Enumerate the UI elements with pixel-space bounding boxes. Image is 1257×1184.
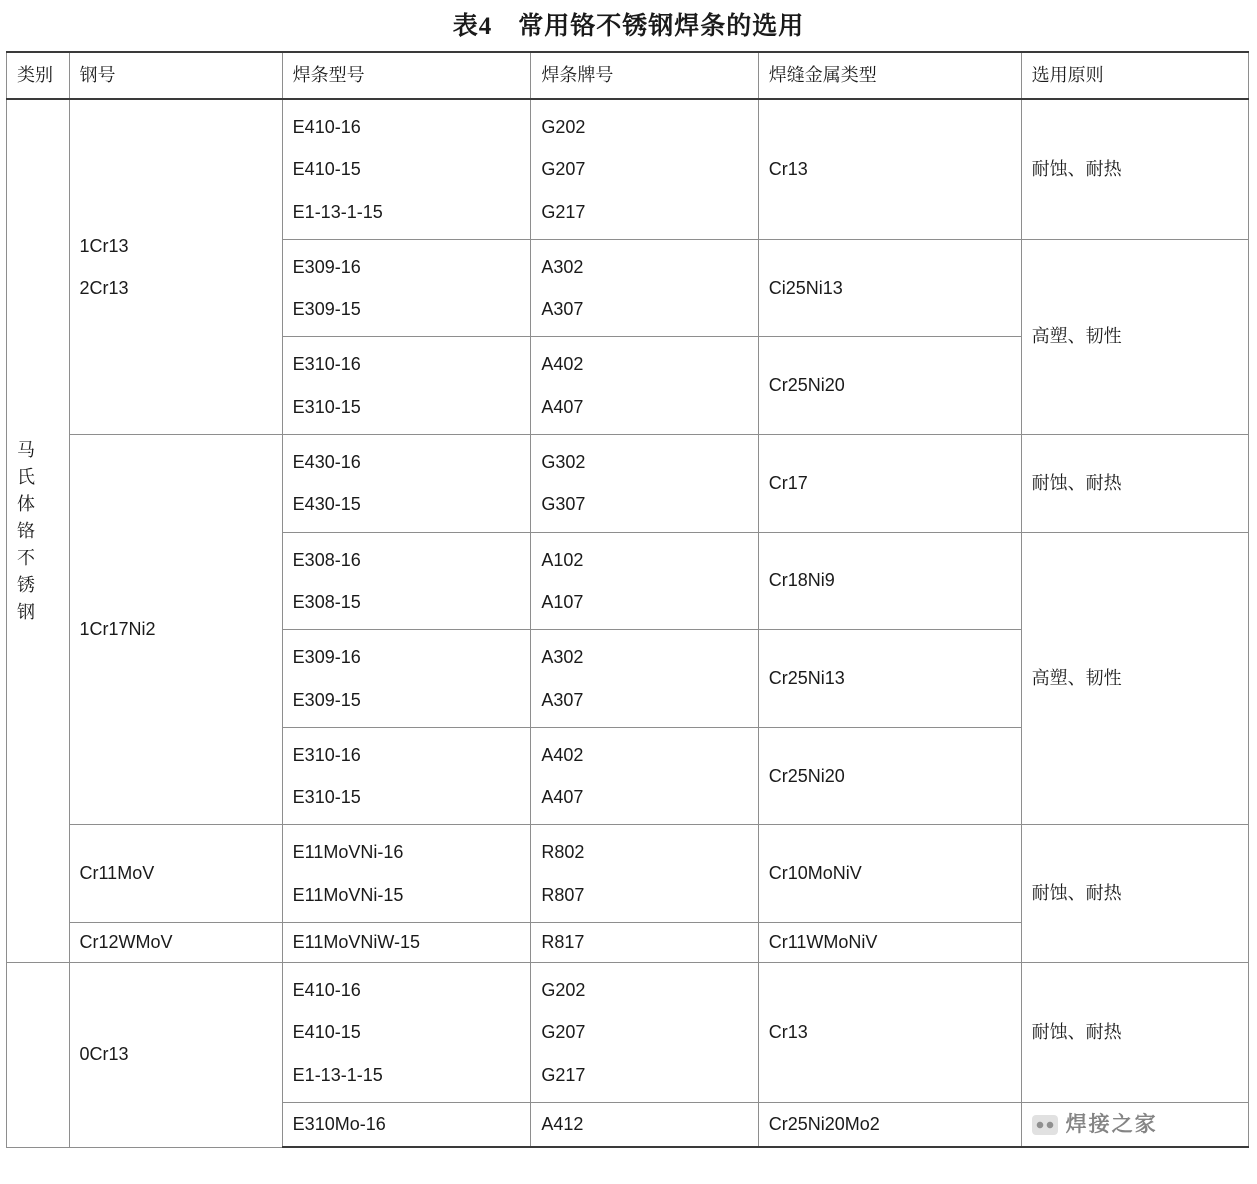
electrode-brand-cell: R802 R807 [531,825,758,923]
electrode-brand-cell: A102 A107 [531,532,758,630]
electrode-brand-cell: A402 A407 [531,727,758,825]
table-row [7,99,1249,239]
steel-grade-cell: 1Cr13 2Cr13 [69,99,282,435]
selection-principle-cell: 耐蚀、耐热 [1021,435,1248,533]
electrode-type-cell: E309-16 E309-15 [282,239,531,337]
electrode-type-cell: E11MoVNiW-15 [282,923,531,963]
weld-metal-cell: Cr25Ni20 [758,727,1021,825]
selection-principle-cell: 耐蚀、耐热 [1021,825,1248,963]
electrode-type-cell: E310-16 E310-15 [282,337,531,435]
weld-metal-cell: Cr17 [758,435,1021,533]
wechat-logo-icon [1032,1115,1058,1135]
electrode-type-cell: E410-16 E410-15 E1-13-1-15 [282,99,531,239]
header-row [7,52,1249,99]
electrode-brand-cell: G302 G307 [531,435,758,533]
selection-principle-cell: 耐蚀、耐热 [1021,99,1248,239]
selection-principle-cell: 高塑、韧性 [1021,239,1248,434]
table-row [7,963,1249,1103]
electrode-type-cell: E308-16 E308-15 [282,532,531,630]
electrode-type-cell: E11MoVNi-16 E11MoVNi-15 [282,825,531,923]
header-electrode-type: 焊条型号 [282,52,531,99]
electrode-brand-cell: A412 [531,1102,758,1147]
table-header [7,52,1249,99]
electrode-type-cell: E310Mo-16 [282,1102,531,1147]
steel-grade-cell: 0Cr13 [69,963,282,1148]
electrode-type-cell: E410-16 E410-15 E1-13-1-15 [282,963,531,1103]
table-title: 表4 常用铬不锈钢焊条的选用 [452,13,805,40]
steel-grade-cell: Cr12WMoV [69,923,282,963]
header-category: 类别 [7,52,70,99]
weld-metal-cell: Cr11WMoNiV [758,923,1021,963]
electrode-type-cell: E310-16 E310-15 [282,727,531,825]
weld-metal-cell: Cr18Ni9 [758,532,1021,630]
weld-metal-cell: Cr25Ni20Mo2 [758,1102,1021,1147]
table-row [7,435,1249,533]
weld-metal-cell: Cr25Ni13 [758,630,1021,728]
watermark-text: 焊接之家 [1065,1111,1158,1136]
electrode-brand-cell: A302 A307 [531,630,758,728]
electrode-type-cell: E430-16 E430-15 [282,435,531,533]
weld-metal-cell: Ci25Ni13 [758,239,1021,337]
steel-grade-cell: 1Cr17Ni2 [69,435,282,825]
weld-metal-cell: Cr13 [758,963,1021,1103]
selection-principle-cell: 高塑、韧性 [1021,532,1248,825]
welding-electrode-table [6,51,1249,1148]
electrode-brand-cell: G202 G207 G217 [531,99,758,239]
header-electrode-brand: 焊条牌号 [531,52,758,99]
electrode-brand-cell: A302 A307 [531,239,758,337]
electrode-brand-cell: R817 [531,923,758,963]
header-selection-principle: 选用原则 [1021,52,1248,99]
weld-metal-cell: Cr25Ni20 [758,337,1021,435]
table-row [7,825,1249,923]
watermark-cell [1021,1102,1248,1147]
selection-principle-cell: 耐蚀、耐热 [1021,963,1248,1103]
electrode-type-cell: E309-16 E309-15 [282,630,531,728]
category-cell-martensitic: 马 氏 体 铬 不 锈 钢 [7,99,70,963]
electrode-brand-cell: A402 A407 [531,337,758,435]
category-cell-empty [7,963,70,1148]
steel-grade-cell: Cr11MoV [69,825,282,923]
table-body [7,99,1249,1147]
header-weld-metal-type: 焊缝金属类型 [758,52,1021,99]
weld-metal-cell: Cr10MoNiV [758,825,1021,923]
header-steel-grade: 钢号 [69,52,282,99]
weld-metal-cell: Cr13 [758,99,1021,239]
electrode-brand-cell: G202 G207 G217 [531,963,758,1103]
watermark [1032,1109,1238,1141]
